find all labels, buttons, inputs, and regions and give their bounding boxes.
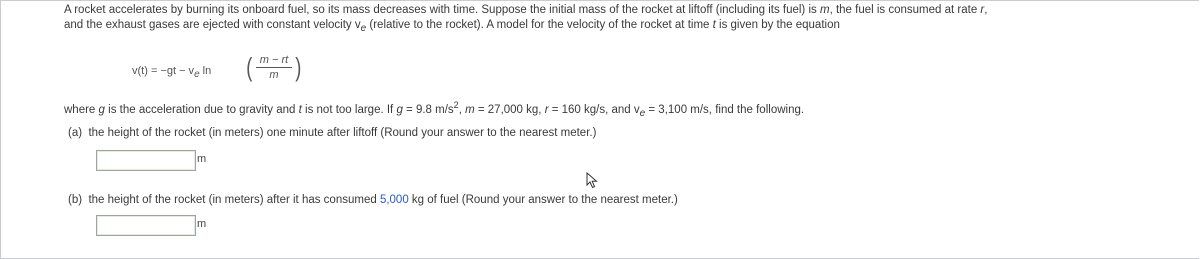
equation-subscript-e: e: [194, 69, 200, 80]
subscript-e: e: [360, 23, 367, 34]
intro-line-1: [64, 3, 1174, 18]
ln-text: ln: [199, 65, 212, 77]
var-g: g: [98, 103, 105, 116]
where-text-e: ,: [458, 103, 466, 116]
part-a-label: (a): [68, 127, 83, 139]
part-b-label: (b): [68, 194, 83, 206]
part-b-text-2: kg of fuel (Round your answer to the nearest meter.): [408, 194, 678, 206]
where-text-c: is not too large. If: [301, 103, 397, 116]
var-m: m: [819, 4, 830, 16]
intro-text-d: and the exhaust gases are ejected with constant velocity: [64, 19, 355, 31]
part-b-answer-input[interactable]: [96, 215, 196, 236]
intro-text-c: ,: [984, 4, 988, 16]
part-b-fuel-amount: 5,000: [379, 194, 409, 206]
superscript-2: 2: [453, 100, 459, 110]
fraction-numerator: m − rt: [256, 54, 292, 68]
equation-lhs: [132, 65, 212, 80]
mouse-pointer-icon: [586, 172, 600, 189]
where-text-h: = 160 kg/s, and: [548, 103, 634, 116]
where-text-d: = 9.8 m/s: [402, 103, 454, 116]
where-subscript-e: e: [639, 107, 646, 119]
intro-line-2: [64, 18, 1174, 33]
var-v: v: [354, 19, 361, 31]
where-text-f: = 27,000 kg,: [474, 103, 545, 116]
given-values: [64, 100, 805, 119]
var-g-2: g: [396, 103, 403, 116]
left-paren: (: [246, 52, 253, 82]
intro-text-e: (relative to the rocket). A model for the velocity of the rocket at time: [366, 19, 713, 31]
part-a-unit: m: [197, 153, 207, 165]
problem-statement: [64, 3, 1174, 33]
var-m-2: m: [465, 103, 475, 116]
var-r: r: [980, 4, 985, 16]
part-b-text-1: the height of the rocket (in meters) after it has consumed: [88, 194, 380, 206]
var-v-2: v: [633, 103, 640, 116]
right-paren: ): [295, 52, 302, 82]
part-a-prompt: [68, 127, 596, 139]
var-t-2: t: [298, 103, 302, 116]
intro-text-f: is given by the equation: [715, 19, 840, 31]
where-text-b: is the acceleration due to gravity and: [104, 103, 299, 116]
part-b-unit: m: [197, 218, 207, 230]
var-r-2: r: [544, 103, 549, 116]
intro-text-a: A rocket accelerates by burning its onboard fuel, so its mass decreases with time. Suppose the initial mass of the rocket at liftoff (including its fuel) is: [64, 4, 820, 16]
where-text-k: = 3,100 m/s, find the following.: [645, 103, 805, 116]
where-text-a: where: [64, 103, 99, 116]
part-a-text: the height of the rocket (in meters) one minute after liftoff (Round your answer to the nearest meter.): [88, 127, 597, 139]
fraction: [256, 54, 292, 81]
equation-lhs-text: v(t) = −gt − v: [132, 65, 195, 77]
part-b-prompt: [68, 194, 678, 206]
fraction-denominator: m: [269, 69, 279, 81]
var-t: t: [712, 19, 716, 31]
intro-text-b: , the fuel is consumed at rate: [829, 4, 981, 16]
part-a-answer-input[interactable]: [96, 150, 196, 171]
